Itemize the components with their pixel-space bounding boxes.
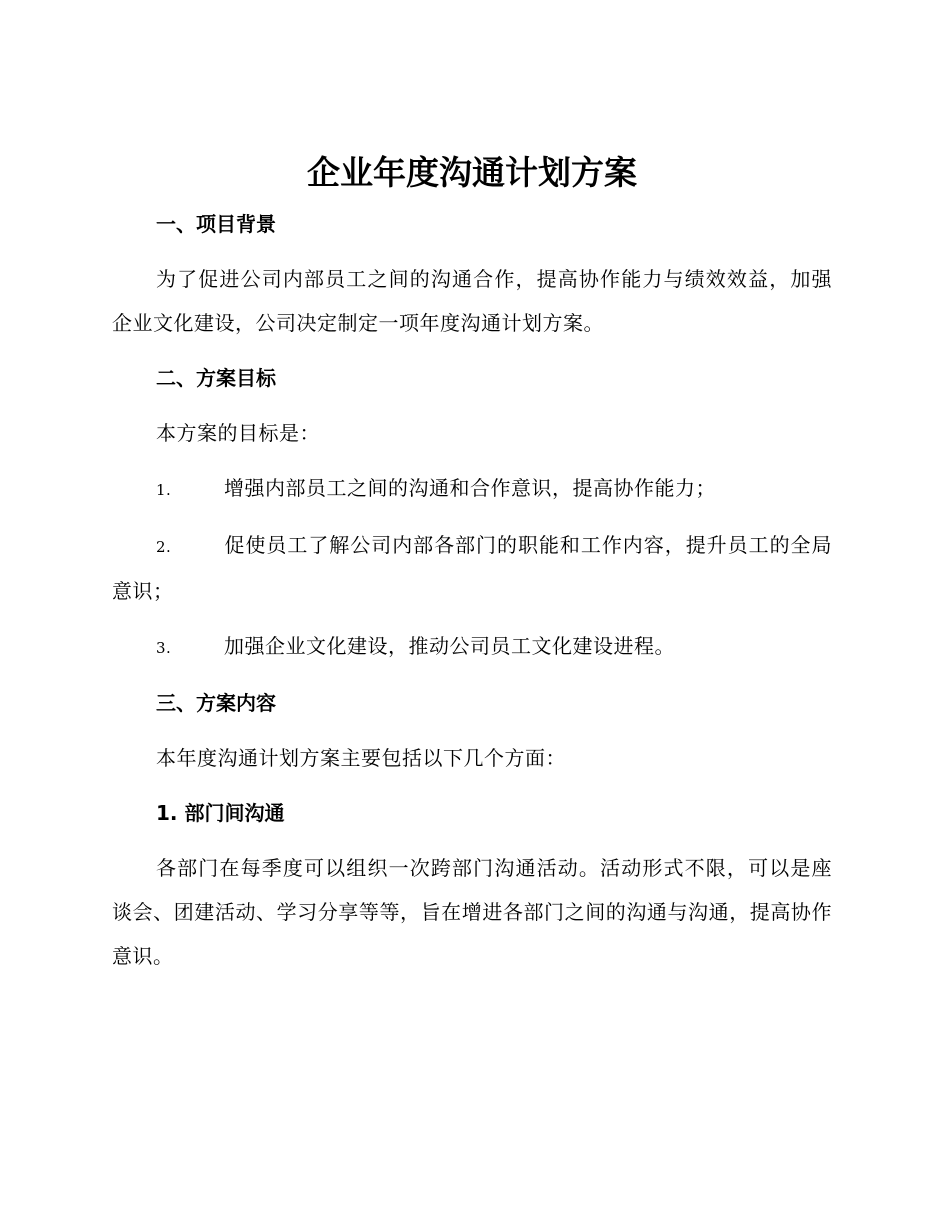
- list-item-text: 加强企业文化建设，推动公司员工文化建设进程。: [224, 634, 675, 658]
- section-paragraph-background: 为了促进公司内部员工之间的沟通合作，提高协作能力与绩效效益，加强企业文化建设，公司决定制定一项年度沟通计划方案。: [112, 267, 832, 335]
- document-title: 企业年度沟通计划方案: [307, 153, 637, 192]
- section-heading-goals: 二、方案目标: [156, 366, 276, 390]
- list-item-number: 1.: [156, 481, 172, 499]
- content-intro: 本年度沟通计划方案主要包括以下几个方面：: [156, 746, 566, 770]
- list-item: [112, 466, 832, 512]
- list-item-text: 增强内部员工之间的沟通和合作意识，提高协作能力；: [224, 476, 716, 500]
- document-body: [112, 148, 832, 978]
- goals-intro: 本方案的目标是：: [156, 421, 320, 445]
- subsection-heading-department: 1. 部门间沟通: [156, 801, 285, 825]
- list-item-text: 促使员工了解公司内部各部门的职能和工作内容，提升员工的全局意识；: [112, 533, 832, 603]
- section-heading-background: 一、项目背景: [156, 212, 276, 236]
- section-heading-content: 三、方案内容: [156, 691, 276, 715]
- list-item-number: 3.: [156, 639, 172, 657]
- list-item: [112, 624, 832, 670]
- list-item-number: 2.: [156, 538, 172, 556]
- subsection-paragraph-department: 各部门在每季度可以组织一次跨部门沟通活动。活动形式不限，可以是座谈会、团建活动、学习分享等等，旨在增进各部门之间的沟通与沟通，提高协作意识。: [112, 856, 832, 968]
- list-item: [112, 523, 832, 613]
